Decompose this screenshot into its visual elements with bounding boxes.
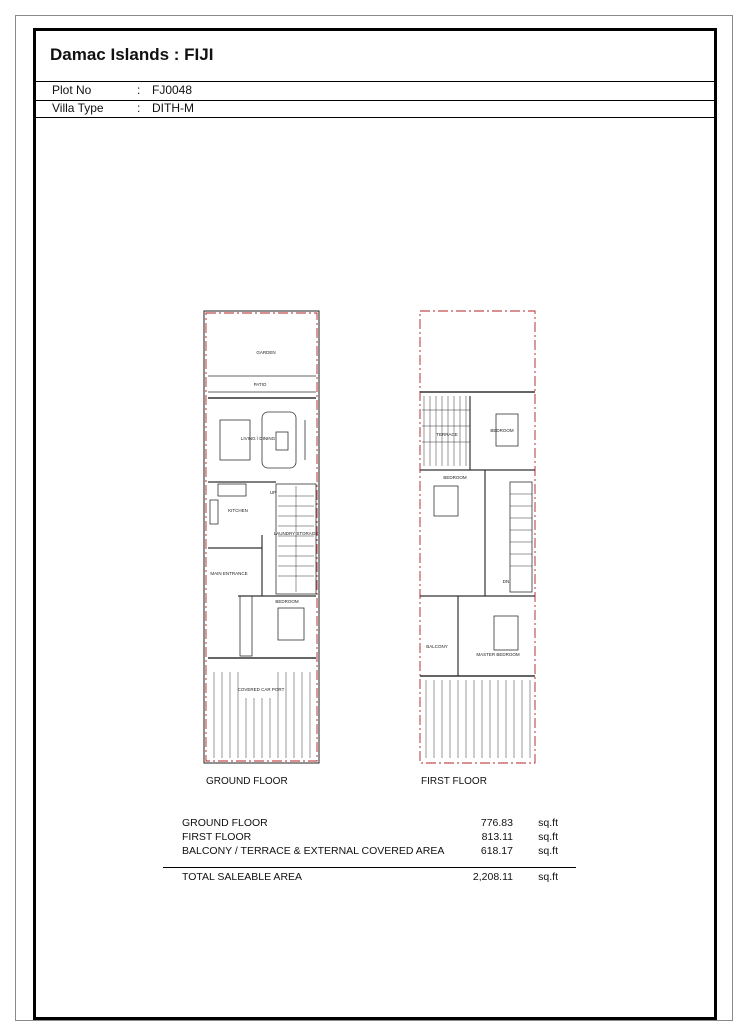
total-area-unit: sq.ft xyxy=(538,871,558,883)
area-row-label: BALCONY / TERRACE & EXTERNAL COVERED AREA xyxy=(182,845,445,857)
label-main-entrance: MAIN ENTRANCE xyxy=(210,571,248,576)
total-area-value: 2,208.11 xyxy=(472,871,513,883)
plot-no-colon: : xyxy=(137,83,141,97)
area-row-unit: sq.ft xyxy=(538,817,558,829)
label-bedroom-1: BEDROOM xyxy=(490,428,514,433)
page-title: Damac Islands : FIJI xyxy=(50,45,214,64)
first-floor-caption: FIRST FLOOR xyxy=(421,776,487,787)
ground-floor-plan xyxy=(204,311,319,763)
label-bedroom-2: BEDROOM xyxy=(443,475,467,480)
area-row-value: 618.17 xyxy=(480,845,513,857)
villa-type-value: DITH-M xyxy=(152,101,194,115)
area-row xyxy=(163,817,563,831)
label-dn: DN xyxy=(502,579,510,584)
area-row-label: GROUND FLOOR xyxy=(182,817,268,829)
label-ground-bedroom: BEDROOM xyxy=(275,599,299,604)
label-kitchen: KITCHEN xyxy=(228,508,248,513)
label-garden: GARDEN xyxy=(256,350,276,355)
label-car-port: COVERED CAR PORT xyxy=(237,687,285,692)
label-master-bedroom: MASTER BEDROOM xyxy=(476,652,520,657)
total-area-row xyxy=(163,871,563,885)
total-area-label: TOTAL SALEABLE AREA xyxy=(182,871,303,883)
area-row-value: 776.83 xyxy=(480,817,513,829)
villa-type-colon: : xyxy=(137,101,141,115)
area-row-value: 813.11 xyxy=(481,831,513,843)
ground-floor-caption: GROUND FLOOR xyxy=(206,776,288,787)
label-patio: PATIO xyxy=(253,382,267,387)
area-row xyxy=(163,845,563,859)
villa-type-label: Villa Type xyxy=(52,101,104,115)
area-row-unit: sq.ft xyxy=(538,845,558,857)
label-living: LIVING / DINING xyxy=(240,436,276,441)
label-up: UP xyxy=(269,490,277,495)
plot-no-label: Plot No xyxy=(52,83,92,97)
total-divider xyxy=(163,867,576,868)
plot-no-value: FJ0048 xyxy=(152,83,193,97)
area-row-unit: sq.ft xyxy=(538,831,558,843)
label-balcony: BALCONY xyxy=(426,644,448,649)
area-row-label: FIRST FLOOR xyxy=(182,831,252,843)
label-terrace: TERRACE xyxy=(436,432,458,437)
area-row xyxy=(163,831,563,845)
label-laundry: LAUNDRY STORAGE xyxy=(273,531,319,536)
first-floor-plan xyxy=(420,311,535,763)
